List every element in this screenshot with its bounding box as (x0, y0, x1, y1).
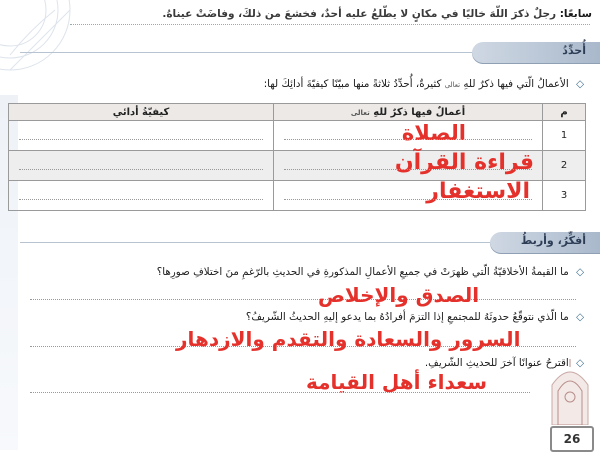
diamond-bullet-icon: ◇ (576, 78, 584, 90)
dotted-line (19, 199, 263, 200)
question-text: ما القيمةُ الأخلاقيّةُ الّتي ظهرَتْ في جميعِ الأعمالِ المذكورةِ في الحديثِ بالرّغمِ منَ اختلافِ صورِها؟ (156, 266, 569, 278)
handwritten-answer-1: الصدق والإخلاص (318, 283, 480, 307)
section-banner-think-link (490, 232, 600, 254)
answer-line[interactable] (30, 299, 576, 300)
dotted-line (284, 169, 532, 170)
deeds-table (8, 103, 586, 211)
table-row (9, 151, 586, 181)
row-number: 2 (543, 151, 586, 181)
table-row (9, 181, 586, 211)
deed-cell[interactable] (274, 181, 543, 211)
instruction-text: الأعمالُ الّتي فيها ذكرٌ للهِ (463, 78, 569, 90)
instruction-honorific: تعالى (444, 81, 461, 89)
how-cell[interactable] (9, 181, 274, 211)
row-number: 1 (543, 121, 586, 151)
mosque-ornament-icon (548, 355, 592, 425)
table-row (9, 121, 586, 151)
section-banner-label: أُحدِّدُ (562, 44, 586, 57)
instruction-text-end: كثيرةٌ، أُحدِّدُ ثلاثةً منها مبيّنًا كيفيّةَ أدائِكَ لها: (263, 78, 442, 90)
col-header-deeds (274, 104, 543, 121)
item-text: رجلٌ ذكرَ اللّهَ خاليًا في مكانٍ لا يطّلعُ عليه أحدٌ، فخشعَ من ذلكَ، وفاضَتْ عيناهُ. (162, 8, 557, 20)
handwritten-answer: الاستغفار (426, 179, 530, 204)
col-header-deeds-honorific: تعالى (350, 108, 370, 117)
banner-rule (20, 242, 490, 243)
dotted-line (284, 199, 532, 200)
section-banner-label: أفكِّرُ، وأربطُ (520, 234, 586, 247)
banner-rule (20, 52, 472, 53)
how-cell[interactable] (9, 151, 274, 181)
hadith-item-seventh (32, 4, 592, 24)
col-header-how: كيفيّةُ أدائي (9, 104, 274, 121)
divider (70, 24, 590, 25)
section1-instruction (264, 78, 584, 90)
question-text: ما الّذي نتوقّعُ حدوثَهُ للمجتمعِ إذا التزمَ أفرادُهُ بما يدعو إليهِ الحديثُ الشّريفُ؟ (245, 311, 569, 323)
diamond-bullet-icon: ◇ (576, 357, 584, 369)
diamond-bullet-icon: ◇ (576, 311, 584, 323)
col-header-deeds-text: أعمالٌ فيها ذكرٌ للهِ (373, 106, 466, 118)
section-banner-identify (472, 42, 600, 64)
item-label: سابعًا: (559, 8, 592, 20)
row-number: 3 (543, 181, 586, 211)
handwritten-answer-3: سعداء أهل القيامة (306, 370, 488, 394)
col-header-num: م (543, 104, 586, 121)
how-cell[interactable] (9, 121, 274, 151)
deed-cell[interactable] (274, 121, 543, 151)
dotted-line (19, 139, 263, 140)
page-number: 26 (550, 426, 594, 452)
question-text: اقترحُ عنوانًا آخرَ للحديثِ الشّريفِ. (424, 357, 569, 369)
table-header-row (9, 104, 586, 121)
dotted-line (19, 169, 263, 170)
diamond-bullet-icon: ◇ (576, 266, 584, 278)
deed-cell[interactable] (274, 151, 543, 181)
dotted-line (284, 139, 532, 140)
handwritten-answer-2: السرور والسعادة والتقدم والازدهار (176, 327, 521, 351)
question-2 (246, 311, 584, 323)
question-1 (157, 266, 584, 278)
handwritten-answer: الصلاة (401, 121, 466, 145)
handwritten-answer: قراءة القرآن (394, 150, 534, 175)
